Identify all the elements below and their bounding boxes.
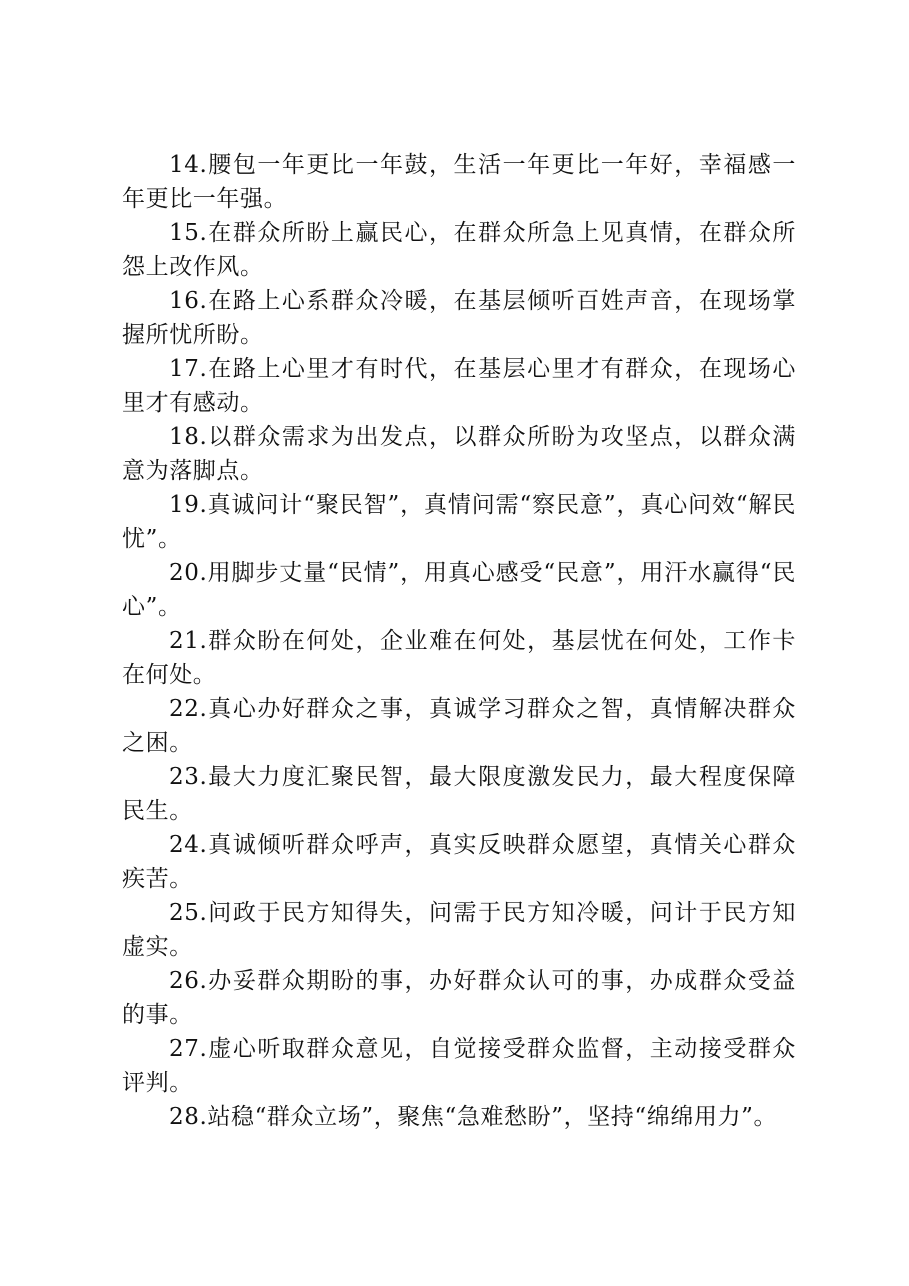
list-item: 17.在路上心里才有时代，在基层心里才有群众，在现场心里才有感动。 bbox=[122, 356, 796, 416]
list-item: 23.最大力度汇聚民智，最大限度激发民力，最大程度保障民生。 bbox=[122, 764, 796, 824]
list-item: 16.在路上心系群众冷暖，在基层倾听百姓声音，在现场掌握所忧所盼。 bbox=[122, 288, 796, 348]
list-item: 22.真心办好群众之事，真诚学习群众之智，真情解决群众之困。 bbox=[122, 696, 796, 756]
list-item: 18.以群众需求为出发点，以群众所盼为攻坚点，以群众满意为落脚点。 bbox=[122, 424, 796, 484]
list-item: 28.站稳“群众立场”，聚焦“急难愁盼”，坚持“绵绵用力”。 bbox=[169, 1104, 778, 1130]
list-item: 15.在群众所盼上赢民心，在群众所急上见真情，在群众所怨上改作风。 bbox=[122, 220, 796, 280]
list-item: 19.真诚问计“聚民智”，真情问需“察民意”，真心问效“解民忧”。 bbox=[122, 492, 796, 552]
list-item: 21.群众盼在何处，企业难在何处，基层忧在何处，工作卡在何处。 bbox=[122, 628, 796, 688]
list-item: 27.虚心听取群众意见，自觉接受群众监督，主动接受群众评判。 bbox=[122, 1036, 796, 1096]
list-item: 25.问政于民方知得失，问需于民方知冷暖，问计于民方知虚实。 bbox=[122, 900, 796, 960]
list-item: 24.真诚倾听群众呼声，真实反映群众愿望，真情关心群众疾苦。 bbox=[122, 832, 796, 892]
list-item: 26.办妥群众期盼的事，办好群众认可的事，办成群众受益的事。 bbox=[122, 968, 796, 1028]
document-body bbox=[122, 148, 796, 1134]
list-item: 14.腰包一年更比一年鼓，生活一年更比一年好，幸福感一年更比一年强。 bbox=[122, 152, 796, 212]
list-item: 20.用脚步丈量“民情”，用真心感受“民意”，用汗水赢得“民心”。 bbox=[122, 560, 796, 620]
